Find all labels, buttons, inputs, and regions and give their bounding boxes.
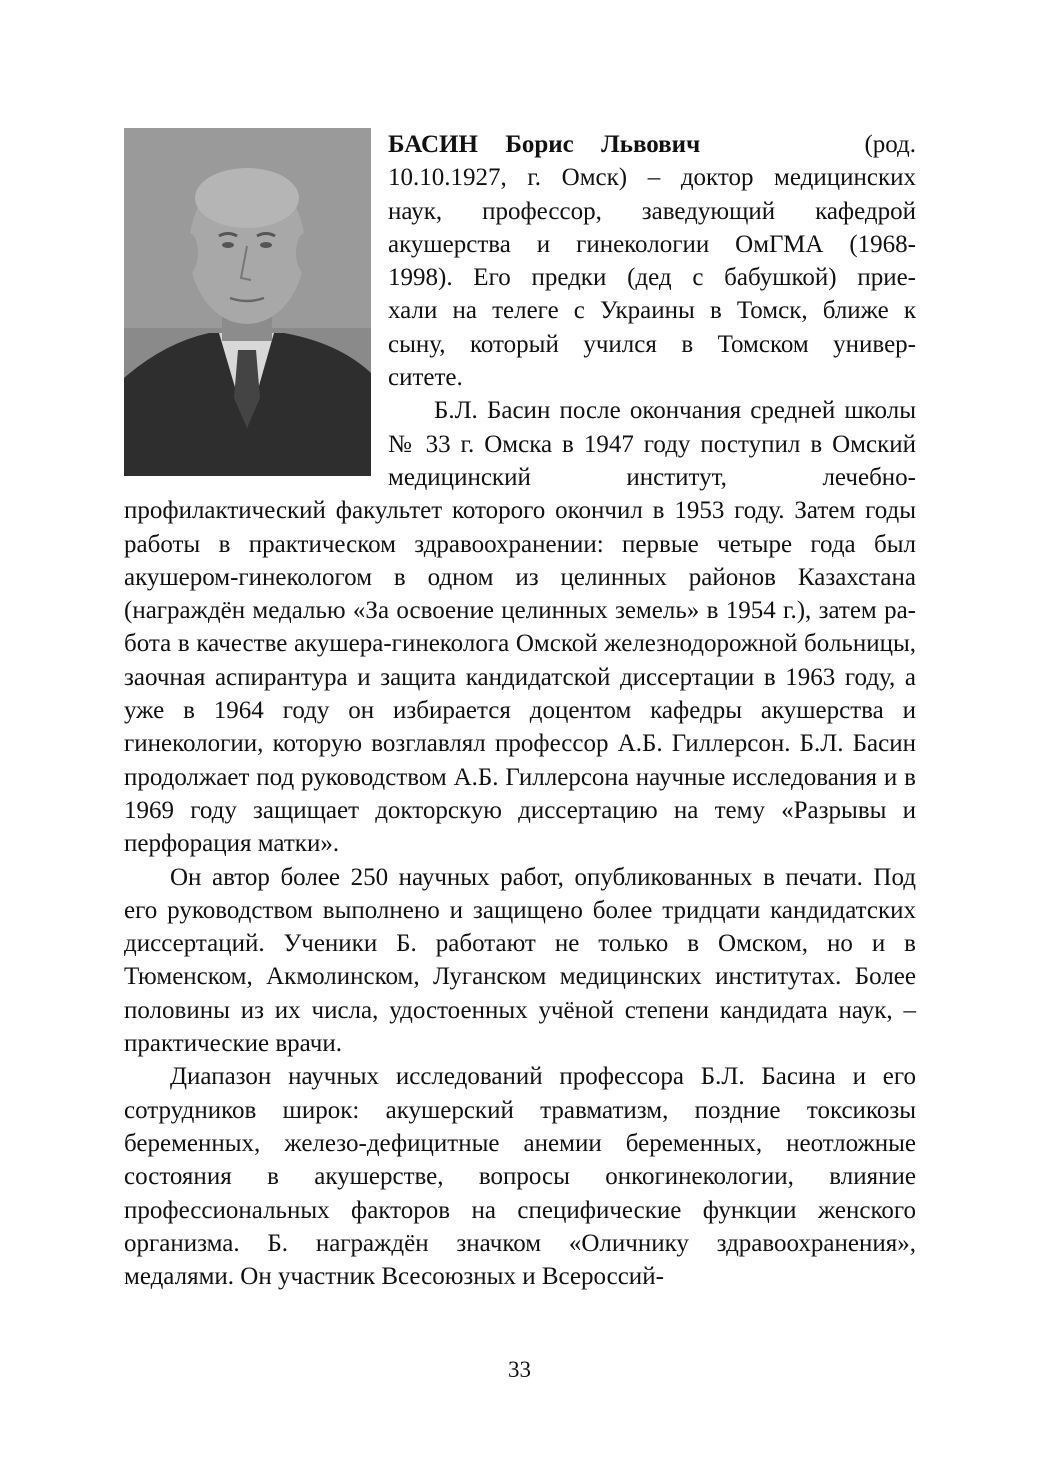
paragraph-3: Он автор более 250 научных работ, опубликованных в печати. Под его руководством выполнено и защищено более тридцати кандидатских диссертаций. Ученики Б. работают не только в Омском, но и в Тюменском, Акмолинском, Луганском медицинских институтах. Более половины из их числа, удостоенных учёной степени кандидата наук, – практические врачи. — [124, 863, 916, 1058]
article-body — [124, 128, 916, 1293]
page-number: 33 — [508, 1357, 531, 1382]
paragraph-2: Б.Л. Басин после окончания средней школы № 33 г. Омска в 1947 году поступил в Омский медицинский институт, лечебно-профилактический факультет которого окончил в 1953 году. Затем годы работы в практическом здравоохранении: первые четыре года был акушером-гинекологом в одном из целинных районов Казахстана (награждён медалью «За освоение целинных земель» в 1954 г.), затем работа в качестве акушера-гинеколога Омской железнодорожной больницы, заочная аспирантура и защита кандидатской диссертации в 1963 году, а уже в 1964 году он избирается доцентом кафедры акушерства и гинекологии, которую возглавлял профессор А.Б. Гиллерсон. Б.Л. Басин продолжает под руководством А.Б. Гиллерсона научные исследования и в 1969 году защищает докторскую диссертацию на тему «Разрывы и перфорация матки». — [124, 397, 916, 858]
paragraph-4: Диапазон научных исследований профессора Б.Л. Басина и его сотрудников широк: акушерский травматизм, поздние токсикозы беременных, железо-дефицитные анемии беременных, неотложные состояния в акушерстве, вопросы онкогинекологии, влияние профессиональных факторов на специфические функции женского организма. Б. награждён значком «Оличнику здравоохранения», медалями. Он участник Всесоюзных и Всероссий- — [124, 1063, 916, 1291]
person-name: БАСИН Борис Львович — [388, 131, 701, 158]
paragraph-1: БАСИН Борис Львович (род. 10.10.1927, г. Омск) – доктор медицинских наук, профессор, заведующий кафедрой акушерства и гинекологии ОмГМА (1968- 1998). Его предки (дед с бабушкой) прие- хали на телеге с Украины в Томск, ближе к сыну, который учился в Томском универ- ситете. — [388, 131, 917, 392]
portrait-photo — [124, 128, 371, 476]
